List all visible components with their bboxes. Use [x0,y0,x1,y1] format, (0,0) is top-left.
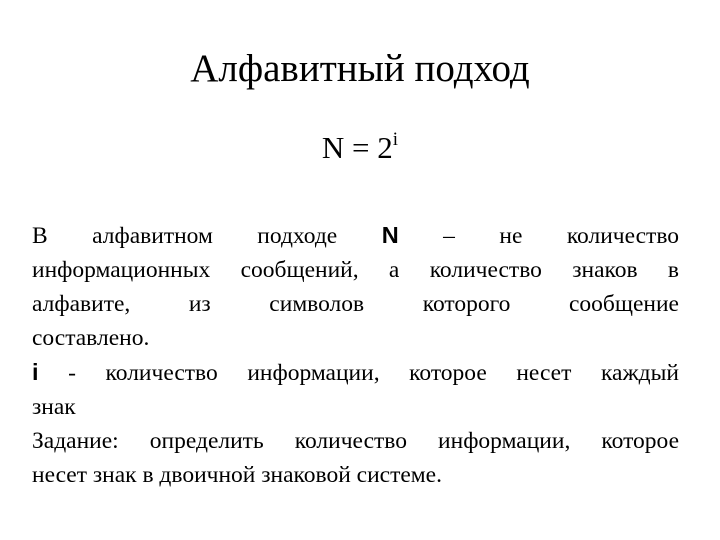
task-line-1: Задание: определить количество информации, которое [32,428,679,454]
paragraph-1-line-3: алфавите, из символов которого сообщение [32,291,679,317]
paragraph-2-line-1 [32,355,679,390]
symbol-n: N [381,222,399,248]
slide-title: Алфавитный подход [190,47,530,90]
paragraph-2-line-2: знак [32,394,76,420]
paragraph-1-line-1-start: В алфавитном подходе [32,223,338,249]
paragraph-1-line-1-end: – не количество [443,223,680,249]
formula-base: N = 2 [321,130,393,165]
paragraph-1-line-1 [32,218,679,253]
paragraph-1-line-2: информационных сообщений, а количество знаков в [32,257,679,283]
symbol-i: i [32,359,39,385]
paragraph-2-line-1-rest: - количество информации, которое несет каждый [68,360,679,386]
formula-exponent: i [392,129,399,150]
slide-body [32,218,679,492]
task-line-2: несет знак в двоичной знаковой системе. [32,462,442,488]
paragraph-1-line-4: составлено. [32,325,150,351]
formula [0,126,720,170]
